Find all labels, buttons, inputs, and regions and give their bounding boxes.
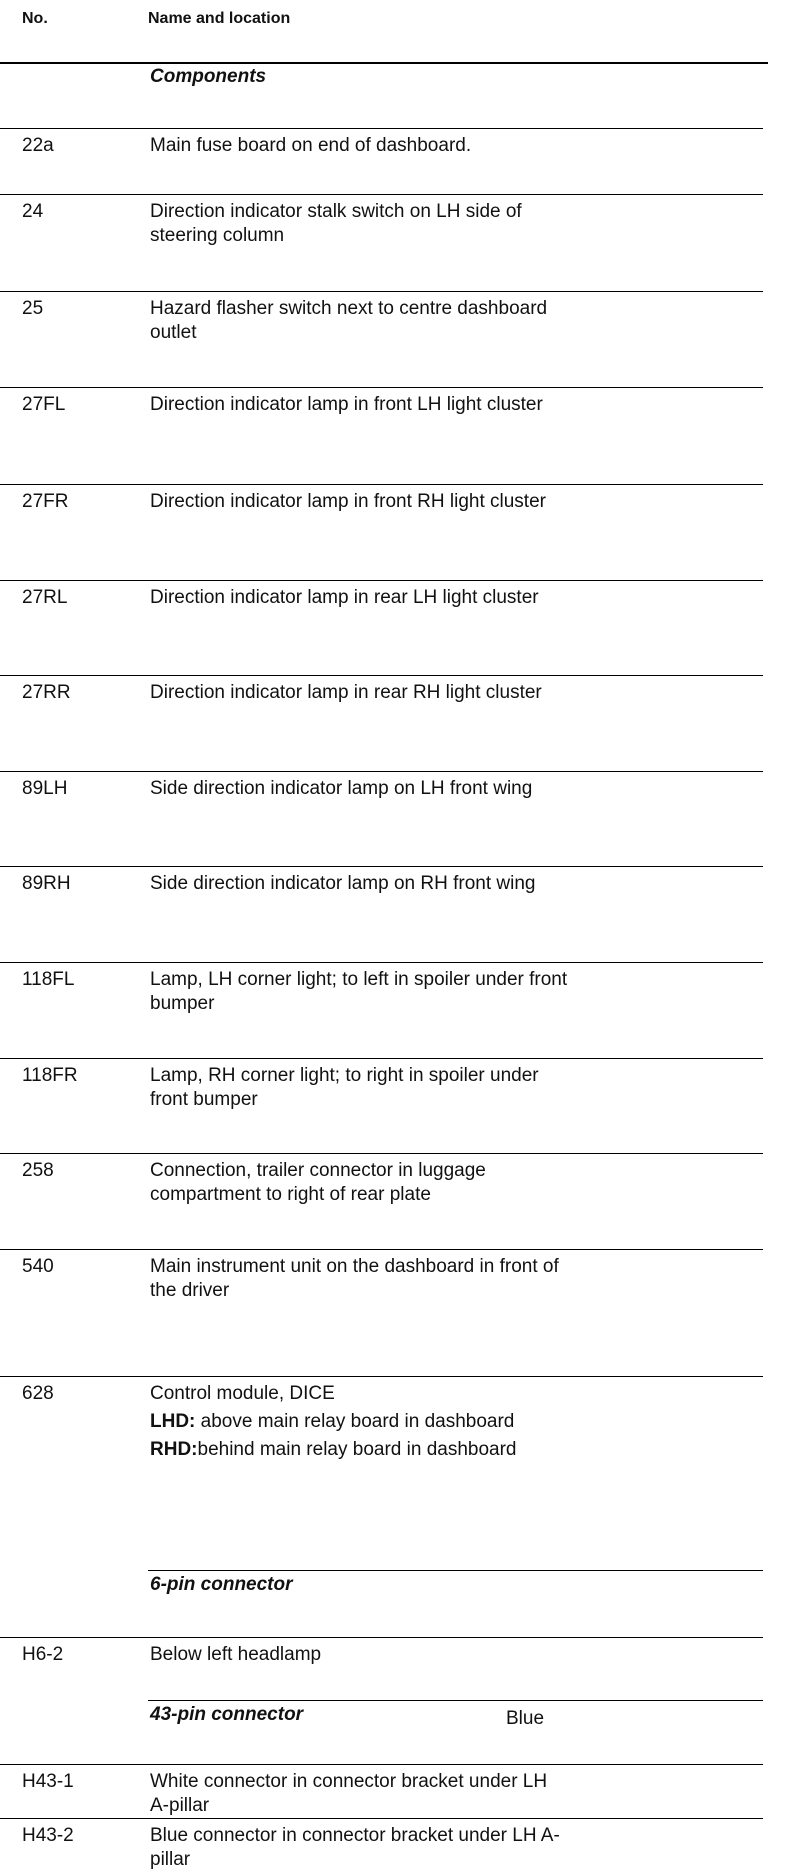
row-divider	[0, 1058, 763, 1059]
row-description: Side direction indicator lamp on RH front wing	[150, 873, 536, 894]
row-number: 258	[22, 1160, 54, 1181]
row-number: 118FR	[22, 1065, 78, 1086]
table-row	[0, 128, 800, 183]
table-row	[0, 675, 800, 763]
lhd-note	[150, 1410, 570, 1434]
row-divider	[0, 1376, 763, 1377]
row-description: Main fuse board on end of dashboard.	[150, 135, 472, 156]
section-43pin	[0, 1700, 800, 1745]
table-row	[0, 1249, 800, 1369]
row-description: Direction indicator lamp in front LH light cluster	[150, 394, 543, 415]
table-row	[0, 291, 800, 379]
row-number: H43-2	[22, 1825, 74, 1846]
table-row	[0, 1764, 800, 1819]
row-divider	[0, 675, 763, 676]
row-number: 24	[22, 201, 44, 222]
row-number: 27FR	[22, 491, 69, 512]
table-row	[0, 194, 800, 282]
row-description: Direction indicator lamp in front RH light cluster	[150, 491, 546, 512]
lhd-label: LHD:	[150, 1411, 196, 1432]
row-divider	[0, 866, 763, 867]
row-description: Below left headlamp	[150, 1644, 322, 1665]
table-row	[0, 771, 800, 859]
table-row	[0, 1058, 800, 1146]
row-divider	[0, 1153, 763, 1154]
column-header-name: Name and location	[148, 10, 291, 27]
row-number: H6-2	[22, 1644, 64, 1665]
row-divider	[0, 962, 763, 963]
row-number: 540	[22, 1256, 54, 1277]
row-number: 27RL	[22, 587, 68, 608]
row-divider	[0, 484, 763, 485]
row-divider	[0, 1637, 763, 1638]
row-title: Control module, DICE	[150, 1383, 335, 1404]
row-description: Hazard flasher switch next to centre dashboard outlet	[150, 298, 548, 343]
row-number: 628	[22, 1383, 54, 1404]
row-description: Blue connector in connector bracket under LH A-pillar	[150, 1825, 560, 1870]
row-description: Direction indicator stalk switch on LH side of steering column	[150, 201, 522, 246]
row-number: 89RH	[22, 873, 71, 894]
row-number: 22a	[22, 135, 54, 156]
table-row	[0, 1376, 800, 1561]
row-description	[150, 1382, 570, 1462]
rhd-text: behind main relay board in dashboard	[197, 1439, 517, 1460]
table-row	[0, 1818, 800, 1872]
row-divider	[0, 771, 763, 772]
section-components	[0, 62, 800, 104]
row-description: Direction indicator lamp in rear RH light cluster	[150, 682, 542, 703]
row-number: 27RR	[22, 682, 71, 703]
row-divider	[0, 387, 763, 388]
table-row	[0, 962, 800, 1050]
rhd-label: RHD:	[150, 1439, 198, 1460]
row-description: Connection, trailer connector in luggage compartment to right of rear plate	[150, 1160, 486, 1205]
section-title: 6-pin connector	[150, 1574, 293, 1595]
row-description: Direction indicator lamp in rear LH light cluster	[150, 587, 539, 608]
rhd-note	[150, 1438, 570, 1462]
row-divider	[0, 1764, 763, 1765]
row-number: 25	[22, 298, 44, 319]
section-title: Components	[150, 66, 267, 87]
column-header-no: No.	[22, 10, 48, 27]
table-row	[0, 1637, 800, 1682]
table-row	[0, 866, 800, 954]
section-title: 43-pin connector	[150, 1704, 304, 1725]
table-row	[0, 580, 800, 668]
row-number: 89LH	[22, 778, 68, 799]
row-divider	[0, 580, 763, 581]
row-divider	[0, 194, 763, 195]
table-row	[0, 1153, 800, 1241]
table-row	[0, 484, 800, 572]
row-description: Side direction indicator lamp on LH front wing	[150, 778, 533, 799]
section-divider	[148, 1700, 763, 1701]
row-number: H43-1	[22, 1771, 74, 1792]
row-description: Main instrument unit on the dashboard in front of the driver	[150, 1256, 559, 1301]
row-description: Lamp, RH corner light; to right in spoiler under front bumper	[150, 1065, 539, 1110]
lhd-text: above main relay board in dashboard	[195, 1411, 515, 1432]
row-divider	[0, 1818, 763, 1819]
row-divider	[0, 128, 763, 129]
section-6pin	[0, 1570, 800, 1615]
row-divider	[0, 1249, 763, 1250]
row-number: 27FL	[22, 394, 66, 415]
section-note: Blue	[506, 1708, 545, 1729]
row-description: White connector in connector bracket under LH A-pillar	[150, 1771, 548, 1816]
row-divider	[0, 291, 763, 292]
row-description: Lamp, LH corner light; to left in spoiler under front bumper	[150, 969, 568, 1014]
section-divider	[148, 1570, 763, 1571]
row-number: 118FL	[22, 969, 75, 990]
table-row	[0, 387, 800, 475]
